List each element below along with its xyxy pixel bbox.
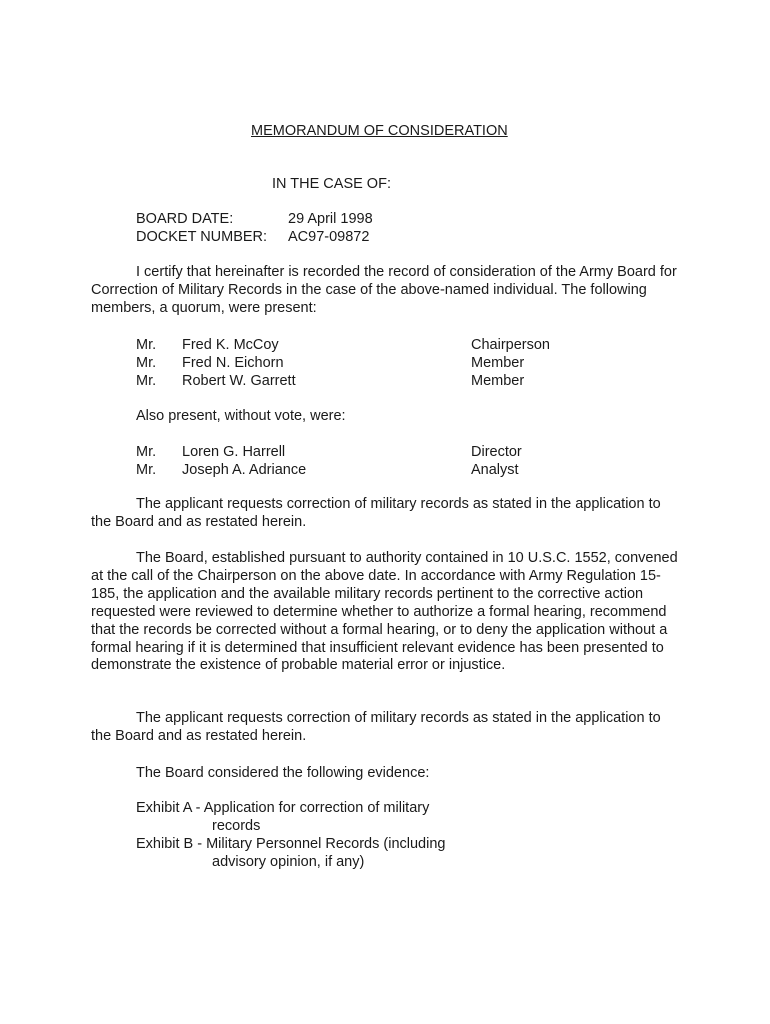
docket-number-value: AC97-09872 [288,229,370,245]
memo-title: MEMORANDUM OF CONSIDERATION [251,123,508,139]
member-name: Fred N. Eichorn [182,355,284,371]
board-paragraph: The Board, established pursuant to authority contained in 10 U.S.C. 1552, convened at the call of the Chairperson on the above date. In accordance with Army Regulation 15-185, the application and the available military records pertinent to the corrective action requested were reviewed to determine whether to authorize a formal hearing, recommend that the records be corrected without a formal hearing, or to deny the application without a formal hearing if it is determined that insufficient relevant evidence has been presented to demonstrate the existence of probable material error or injustice. [91,550,678,674]
attendee-title: Mr. [136,444,157,460]
request-paragraph-1: The applicant requests correction of military records as stated in the application to the Board and as restated herein. [91,496,661,530]
member-title: Mr. [136,373,157,389]
member-name: Robert W. Garrett [182,373,296,389]
also-present-label: Also present, without vote, were: [136,408,346,424]
member-title: Mr. [136,355,157,371]
attendee-role: Analyst [471,462,519,478]
attendee-title: Mr. [136,462,157,478]
member-name: Fred K. McCoy [182,337,279,353]
member-title: Mr. [136,337,157,353]
docket-number-label: DOCKET NUMBER: [136,229,268,245]
board-date-label: BOARD DATE: [136,211,234,227]
member-role: Chairperson [471,337,550,353]
exhibit-line: Exhibit B - Military Personnel Records (including [136,836,446,852]
evidence-intro: The Board considered the following evidence: [136,765,430,781]
certify-paragraph: I certify that hereinafter is recorded the record of consideration of the Army Board for Correction of Military Records in the case of the above-named individual. The following members, a quorum, were present: [91,264,677,316]
attendee-role: Director [471,444,522,460]
board-date-value: 29 April 1998 [288,211,373,227]
request-paragraph-2: The applicant requests correction of military records as stated in the application to the Board and as restated herein. [91,710,661,744]
member-role: Member [471,373,525,389]
case-heading: IN THE CASE OF: [272,176,391,192]
exhibit-line-continued: records [212,818,261,834]
exhibit-line: Exhibit A - Application for correction of military [136,800,430,816]
attendee-name: Joseph A. Adriance [182,462,307,478]
attendee-name: Loren G. Harrell [182,444,286,460]
member-role: Member [471,355,525,371]
exhibit-line-continued: advisory opinion, if any) [212,854,365,870]
